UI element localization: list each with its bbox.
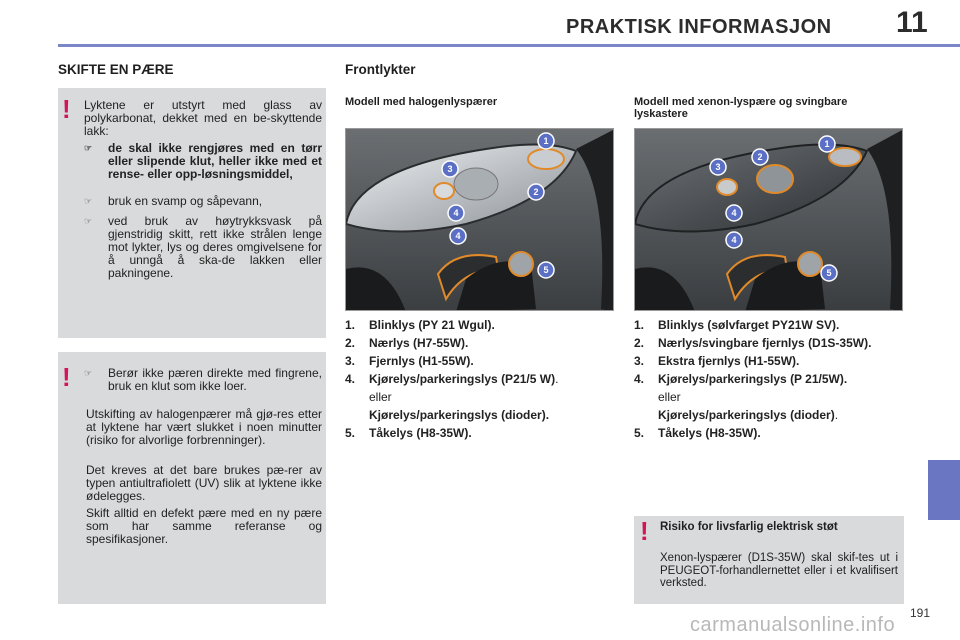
list-item: 4. Kjørelys/parkeringslys (P21/5 W). eller Kjørelys/parkeringslys (dioder). [345,372,559,422]
list-item: 2. Nærlys (H7-55W). [345,336,469,350]
list-item: 5. Tåkelys (H8-35W). [634,426,761,440]
halogen-model-heading: Modell med halogenlyspærer [345,96,498,108]
callout-label: 1 [824,139,830,149]
hand-pointer-icon: ☞ [84,368,93,378]
xenon-warning-title: Risiko for livsfarlig elektrisk støt [660,521,838,533]
callout-label: 4 [453,208,459,218]
lacquer-bullet-2: ☞ bruk en svamp og såpevann, [84,194,263,208]
list-item: 4. Kjørelys/parkeringslys (P 21/5W). eller Kjørelys/parkeringslys (dioder). [634,372,848,422]
callout-label: 1 [543,136,549,146]
hand-pointer-icon: ☞ [84,143,93,153]
halogen-bulb-list [345,318,615,444]
xenon-bulb-list [634,318,904,444]
hand-pointer-icon: ☞ [84,216,93,226]
warning-exclamation-icon: ! [62,94,71,124]
warning-exclamation-icon: ! [62,362,71,392]
warning-exclamation-icon: ! [640,516,649,546]
list-item: 1. Blinklys (PY 21 Wgul). [345,318,495,332]
list-item: 3. Ekstra fjernlys (H1-55W). [634,354,800,368]
callout-label: 4 [731,235,737,245]
watermark: carmanualsonline.info [690,614,896,636]
callout-label: 5 [826,268,832,278]
section-title: SKIFTE EN PÆRE [58,62,174,77]
bulb-handling-para-3: Skift alltid en defekt pære med en ny pære som har samme referanse og spesifikasjoner. [86,506,322,546]
frontlights-heading: Frontlykter [345,62,416,77]
bulb-handling-para-2: Det kreves at det bare brukes pæ-rer av typen antiultrafiolett (UV) slik at lyktene ikke ødelegges. [86,463,322,503]
xenon-callouts [634,128,903,311]
xenon-model-heading: Modell med xenon-lyspære og svingbare lyskastere [634,96,848,120]
page-header-title: PRAKTISK INFORMASJON [566,16,832,38]
bulb-handling-para-1: Utskifting av halogenpærer må gjø-res etter at lyktene har vært slukket i noen minutter (risiko for alvorlige forbrenninger). [86,407,322,447]
hand-pointer-icon: ☞ [84,196,93,206]
list-item: 3. Fjernlys (H1-55W). [345,354,474,368]
callout-label: 2 [533,187,539,197]
chapter-number: 11 [896,6,928,39]
bulb-handling-bullet: ☞ Berør ikke pæren direkte med fingrene, bruk en klut som ikke loer. [84,366,322,393]
xenon-warning-text: Xenon-lyspærer (D1S-35W) skal skif-tes ut i PEUGEOT-forhandlernettet eller i et kvalifisert verksted. [660,552,898,589]
header-rule [58,44,960,47]
callout-label: 2 [757,152,763,162]
lacquer-bullet-3: ☞ ved bruk av høytrykksvask på gjenstridig skitt, rett ikke strålen lenge mot lykter, lys og deres omgivelsene for å unngå å ska-de lakken eller pakningene. [84,214,322,280]
callout-label: 4 [731,208,737,218]
halogen-callouts [345,128,614,311]
chapter-side-tab [928,460,960,520]
list-item: 1. Blinklys (sølvfarget PY21W SV). [634,318,840,332]
page-number: 191 [910,606,931,620]
list-item: 5. Tåkelys (H8-35W). [345,426,472,440]
callout-label: 4 [455,231,461,241]
callout-label: 3 [715,162,721,172]
list-item: 2. Nærlys/svingbare fjernlys (D1S-35W). [634,336,872,350]
callout-label: 5 [543,265,549,275]
lacquer-intro-text: Lyktene er utstyrt med glass av polykarbonat, dekket med en be-skyttende lakk: [84,98,322,138]
callout-label: 3 [447,164,453,174]
lacquer-bullet-1: ☞ de skal ikke rengjøres med en tørr eller slipende klut, heller ikke med et rense- eller opp-løsningsmiddel, [84,141,322,181]
